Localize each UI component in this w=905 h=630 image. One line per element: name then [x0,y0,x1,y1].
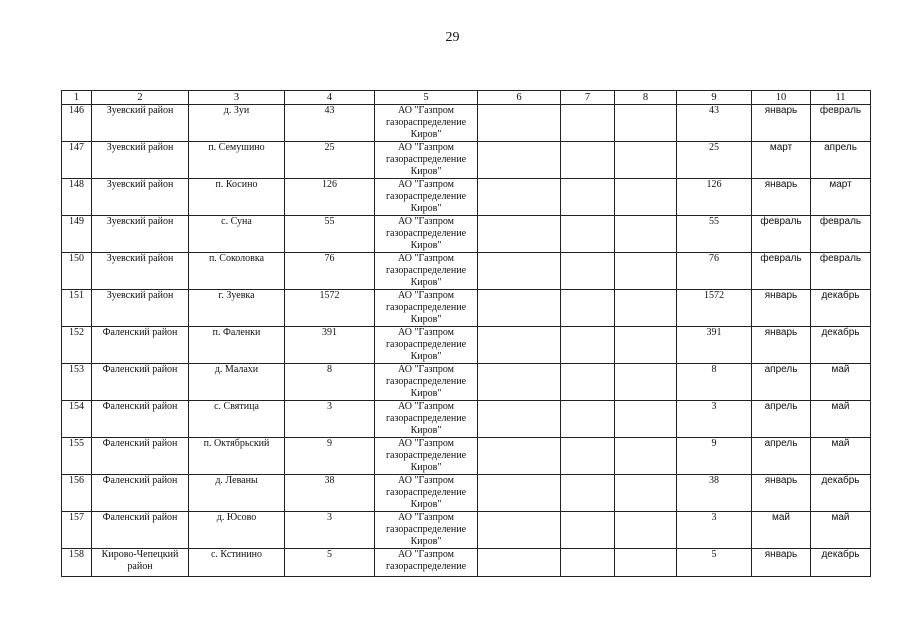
column-6-cell [478,216,561,253]
column-7-cell [561,549,615,577]
column-9-cell: 3 [677,512,752,549]
start-month-cell: февраль [752,253,811,290]
column-header-10: 10 [752,91,811,105]
column-7-cell [561,438,615,475]
quantity-cell: 8 [285,364,375,401]
row-number: 157 [62,512,92,549]
row-number: 146 [62,105,92,142]
column-7-cell [561,142,615,179]
end-month-cell: март [811,179,871,216]
organization-cell: АО "Газпром газораспределение Киров" [375,364,478,401]
start-month-cell: январь [752,327,811,364]
column-8-cell [615,327,677,364]
column-6-cell [478,327,561,364]
quantity-cell: 391 [285,327,375,364]
organization-cell: АО "Газпром газораспределение Киров" [375,327,478,364]
column-7-cell [561,290,615,327]
column-6-cell [478,179,561,216]
table-row [62,179,871,216]
start-month-cell: январь [752,179,811,216]
organization-cell: АО "Газпром газораспределение Киров" [375,290,478,327]
column-6-cell [478,512,561,549]
end-month-cell: май [811,438,871,475]
end-month-cell: февраль [811,216,871,253]
row-number: 154 [62,401,92,438]
start-month-cell: февраль [752,216,811,253]
organization-cell: АО "Газпром газораспределение Киров" [375,438,478,475]
table-row [62,512,871,549]
column-header-6: 6 [478,91,561,105]
start-month-cell: май [752,512,811,549]
column-9-cell: 1572 [677,290,752,327]
district-cell: Фаленский район [92,327,189,364]
start-month-cell: январь [752,105,811,142]
column-6-cell [478,475,561,512]
quantity-cell: 9 [285,438,375,475]
column-8-cell [615,105,677,142]
column-8-cell [615,364,677,401]
column-7-cell [561,179,615,216]
column-9-cell: 25 [677,142,752,179]
quantity-cell: 55 [285,216,375,253]
district-cell: Зуевский район [92,142,189,179]
column-6-cell [478,401,561,438]
column-9-cell: 3 [677,401,752,438]
locality-cell: с. Святица [189,401,285,438]
column-header-7: 7 [561,91,615,105]
column-8-cell [615,216,677,253]
end-month-cell: февраль [811,253,871,290]
locality-cell: п. Фаленки [189,327,285,364]
district-cell: Фаленский район [92,512,189,549]
column-9-cell: 76 [677,253,752,290]
table-row [62,438,871,475]
column-9-cell: 126 [677,179,752,216]
column-8-cell [615,549,677,577]
organization-cell: АО "Газпром газораспределение Киров" [375,253,478,290]
table-row [62,290,871,327]
column-9-cell: 9 [677,438,752,475]
column-header-4: 4 [285,91,375,105]
column-7-cell [561,364,615,401]
column-header-9: 9 [677,91,752,105]
start-month-cell: январь [752,475,811,512]
end-month-cell: декабрь [811,327,871,364]
column-6-cell [478,105,561,142]
table-row [62,142,871,179]
column-header-3: 3 [189,91,285,105]
table-row [62,216,871,253]
column-6-cell [478,142,561,179]
column-header-8: 8 [615,91,677,105]
end-month-cell: май [811,364,871,401]
column-9-cell: 38 [677,475,752,512]
column-7-cell [561,512,615,549]
column-8-cell [615,179,677,216]
start-month-cell: апрель [752,438,811,475]
organization-cell: АО "Газпром газораспределение Киров" [375,475,478,512]
row-number: 151 [62,290,92,327]
district-cell: Кирово-Чепецкий район [92,549,189,577]
column-6-cell [478,290,561,327]
table-row [62,549,871,577]
locality-cell: п. Соколовка [189,253,285,290]
column-8-cell [615,142,677,179]
table-body [62,105,871,577]
table-row [62,105,871,142]
locality-cell: д. Зуи [189,105,285,142]
organization-cell: АО "Газпром газораспределение Киров" [375,105,478,142]
column-9-cell: 8 [677,364,752,401]
column-header-5: 5 [375,91,478,105]
district-cell: Фаленский район [92,401,189,438]
district-cell: Зуевский район [92,290,189,327]
locality-cell: с. Суна [189,216,285,253]
column-7-cell [561,105,615,142]
table-row [62,364,871,401]
start-month-cell: март [752,142,811,179]
end-month-cell: апрель [811,142,871,179]
table-header [62,91,871,105]
page-number: 29 [445,30,460,45]
start-month-cell: апрель [752,401,811,438]
organization-cell: АО "Газпром газораспределение Киров" [375,216,478,253]
district-cell: Зуевский район [92,179,189,216]
quantity-cell: 1572 [285,290,375,327]
column-8-cell [615,401,677,438]
organization-cell: АО "Газпром газораспределение Киров" [375,401,478,438]
organization-cell: АО "Газпром газораспределение [375,549,478,577]
column-7-cell [561,216,615,253]
locality-cell: п. Семушино [189,142,285,179]
quantity-cell: 3 [285,401,375,438]
end-month-cell: декабрь [811,475,871,512]
table-row [62,401,871,438]
locality-cell: д. Леваны [189,475,285,512]
end-month-cell: май [811,512,871,549]
table-row [62,475,871,512]
column-8-cell [615,438,677,475]
quantity-cell: 38 [285,475,375,512]
start-month-cell: январь [752,549,811,577]
locality-cell: п. Косино [189,179,285,216]
column-9-cell: 391 [677,327,752,364]
locality-cell: д. Малахи [189,364,285,401]
row-number: 149 [62,216,92,253]
column-9-cell: 43 [677,105,752,142]
end-month-cell: февраль [811,105,871,142]
column-6-cell [478,438,561,475]
column-7-cell [561,327,615,364]
organization-cell: АО "Газпром газораспределение Киров" [375,179,478,216]
district-cell: Зуевский район [92,105,189,142]
column-header-11: 11 [811,91,871,105]
column-header-1: 1 [62,91,92,105]
district-cell: Фаленский район [92,364,189,401]
row-number: 150 [62,253,92,290]
end-month-cell: май [811,401,871,438]
quantity-cell: 126 [285,179,375,216]
table-row [62,253,871,290]
column-header-2: 2 [92,91,189,105]
locality-cell: п. Октябрьский [189,438,285,475]
column-7-cell [561,401,615,438]
district-cell: Фаленский район [92,438,189,475]
locality-cell: г. Зуевка [189,290,285,327]
district-cell: Фаленский район [92,475,189,512]
end-month-cell: декабрь [811,290,871,327]
column-9-cell: 5 [677,549,752,577]
quantity-cell: 3 [285,512,375,549]
quantity-cell: 76 [285,253,375,290]
column-7-cell [561,253,615,290]
quantity-cell: 5 [285,549,375,577]
column-9-cell: 55 [677,216,752,253]
column-6-cell [478,549,561,577]
district-cell: Зуевский район [92,216,189,253]
quantity-cell: 25 [285,142,375,179]
column-6-cell [478,364,561,401]
table-row [62,327,871,364]
locality-cell: с. Кстинино [189,549,285,577]
row-number: 148 [62,179,92,216]
column-8-cell [615,512,677,549]
header-row [62,91,871,105]
start-month-cell: январь [752,290,811,327]
locality-cell: д. Юсово [189,512,285,549]
district-cell: Зуевский район [92,253,189,290]
column-6-cell [478,253,561,290]
row-number: 153 [62,364,92,401]
row-number: 158 [62,549,92,577]
quantity-cell: 43 [285,105,375,142]
column-8-cell [615,290,677,327]
start-month-cell: апрель [752,364,811,401]
row-number: 152 [62,327,92,364]
organization-cell: АО "Газпром газораспределение Киров" [375,142,478,179]
row-number: 156 [62,475,92,512]
row-number: 147 [62,142,92,179]
column-7-cell [561,475,615,512]
schedule-table [61,90,871,577]
column-8-cell [615,475,677,512]
column-8-cell [615,253,677,290]
row-number: 155 [62,438,92,475]
organization-cell: АО "Газпром газораспределение Киров" [375,512,478,549]
end-month-cell: декабрь [811,549,871,577]
